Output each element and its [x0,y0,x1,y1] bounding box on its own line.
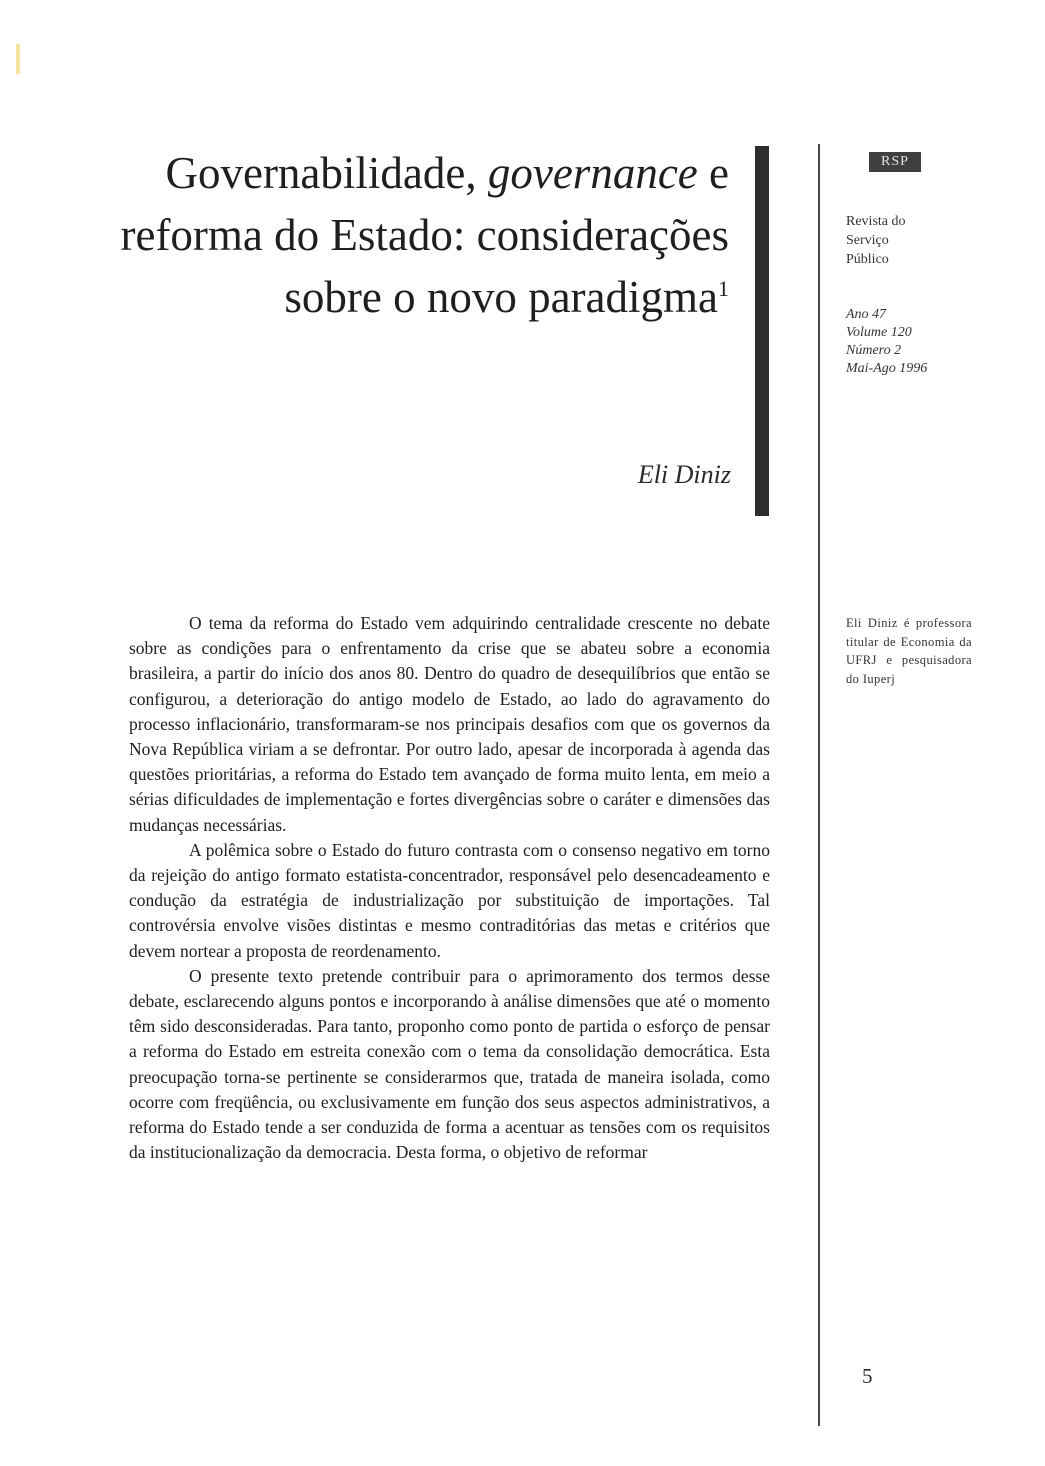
issue-year: Ano 47 [846,307,887,322]
issue-info [846,306,927,378]
title-footnote-marker: 1 [718,276,729,301]
body-paragraph: A polêmica sobre o Estado do futuro contrasta com o consenso negativo em torno da rejeição do antigo formato estatista-concentrador, responsável pelo desencadeamento e condução da estratégia de industrialização por substituição de importações. Tal controvérsia envolve visões distintas e mesmo contraditórias das metas e critérios que devem nortear a proposta de reordenamento. [129,839,770,961]
title-side-bar [755,146,769,516]
issue-period: Mai-Ago 1996 [846,361,928,376]
journal-name [846,212,906,269]
title-part-2: e reforma do Estado: considerações sobre o novo paradigma [120,148,729,322]
title-italic-term: governance [487,148,698,198]
journal-logo: RSP [869,152,921,172]
article-body [129,611,770,1165]
scan-margin-mark [16,44,20,74]
body-paragraph: O tema da reforma do Estado vem adquirindo centralidade crescente no debate sobre as condições para o enfrentamento da crise que se abateu sobre a economia brasileira, a partir do início dos anos 80. Dentro do quadro de desequilíbrios que então se configurou, a deterioração do antigo modelo de Estado, ao lado do agravamento do processo inflacionário, transformaram-se nos principais desafios com que os governos da Nova República viriam a se defrontar. Por outro lado, apesar de incorporada à agenda das questões prioritárias, a reforma do Estado tem avançado de forma muito lenta, em meio a sérias dificuldades de implementação e fortes divergências sobre o caráter e dimensões das mudanças necessárias. [129,613,770,835]
author-bio: Eli Diniz é professora titular de Economia da UFRJ e pesquisadora do Iuperj [846,616,972,686]
journal-name-line: Revista do [846,214,906,229]
margin-divider [818,144,820,1426]
article-title [89,142,729,328]
title-part-1: Governabilidade, [165,148,488,198]
page-number: 5 [862,1364,873,1388]
journal-name-line: Serviço [846,233,889,248]
body-paragraph: O presente texto pretende contribuir para o aprimoramento dos termos desse debate, esclarecendo alguns pontos e incorporando à análise dimensões que até o momento têm sido desconsideradas. Para tanto, proponho como ponto de partida o esforço de pensar a reforma do Estado em estreita conexão com o tema da consolidação democrática. Esta preocupação torna-se pertinente se considerarmos que, tratada de maneira isolada, como ocorre com freqüência, ou exclusivamente em função dos seus aspectos administrativos, a reforma do Estado tende a ser conduzida de forma a acentuar as tensões com os requisitos da institucionalização da democracia. Desta forma, o objetivo de reformar [129,965,770,1163]
journal-name-line: Público [846,252,889,267]
issue-number: Número 2 [846,343,902,358]
issue-volume: Volume 120 [846,325,912,340]
author-name: Eli Diniz [637,460,731,489]
